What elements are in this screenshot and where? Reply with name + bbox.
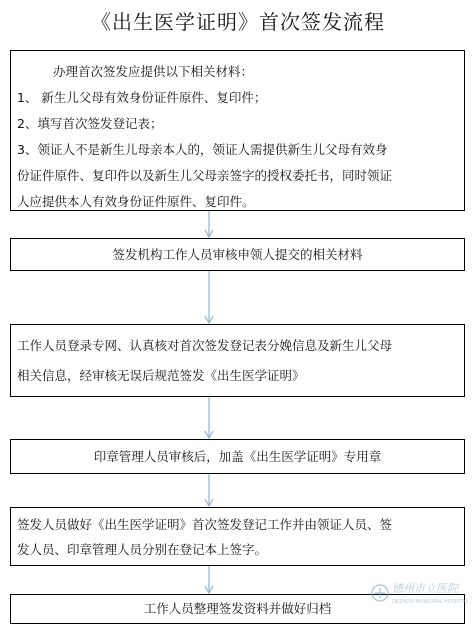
- materials-intro: 办理首次签发应提供以下相关材料：: [53, 64, 254, 79]
- step-6-text: 工作人员整理签发资料并做好归档: [143, 601, 332, 616]
- materials-item-3-line-1: 3、领证人不是新生儿母亲本人的，领证人需提供新生儿父母有效身: [17, 142, 388, 157]
- step-box-registration: [10, 507, 465, 566]
- flow-arrow-2-icon: [202, 271, 216, 324]
- materials-item-3-line-3: 人应提供本人有效身份证件原件、复印件。: [17, 194, 255, 209]
- flow-arrow-4-icon: [202, 474, 216, 507]
- step-box-materials: [10, 50, 465, 211]
- watermark-name: 德州市立医院: [392, 582, 458, 595]
- step-5-line-1: 签发人员做好《出生医学证明》首次签发登记工作并由领证人员、签: [17, 517, 393, 532]
- materials-item-1: 1、 新生儿父母有效身份证件原件、复印件；: [17, 90, 267, 105]
- step-2-text: 签发机构工作人员审核申领人提交的相关材料: [112, 247, 363, 262]
- step-box-archive: [10, 594, 465, 624]
- page-title: 《出生医学证明》首次签发流程: [91, 10, 385, 34]
- step-box-seal: [10, 439, 465, 474]
- watermark-english: DEZHOU MUNICIPAL HOSPITAL: [392, 599, 469, 605]
- flow-arrow-1-icon: [202, 211, 216, 238]
- step-box-verify-and-issue: [10, 324, 465, 397]
- materials-item-2: 2、填写首次签发登记表；: [17, 116, 163, 131]
- step-3-line-2: 相关信息，经审核无误后规范签发《出生医学证明》: [17, 368, 305, 383]
- step-5-line-2: 发人员、印章管理人员分别在登记本上签字。: [17, 542, 268, 557]
- flow-arrow-3-icon: [202, 397, 216, 439]
- step-3-line-1: 工作人员登录专网、认真核对首次签发登记表分娩信息及新生儿父母: [17, 338, 393, 353]
- flow-arrow-5-icon: [202, 566, 216, 594]
- step-box-review-materials: [10, 238, 465, 271]
- step-4-text: 印章管理人员审核后，加盖《出生医学证明》专用章: [93, 449, 382, 464]
- materials-item-3-line-2: 份证件原件、复印件以及新生儿父母亲签字的授权委托书，同时领证: [17, 168, 393, 183]
